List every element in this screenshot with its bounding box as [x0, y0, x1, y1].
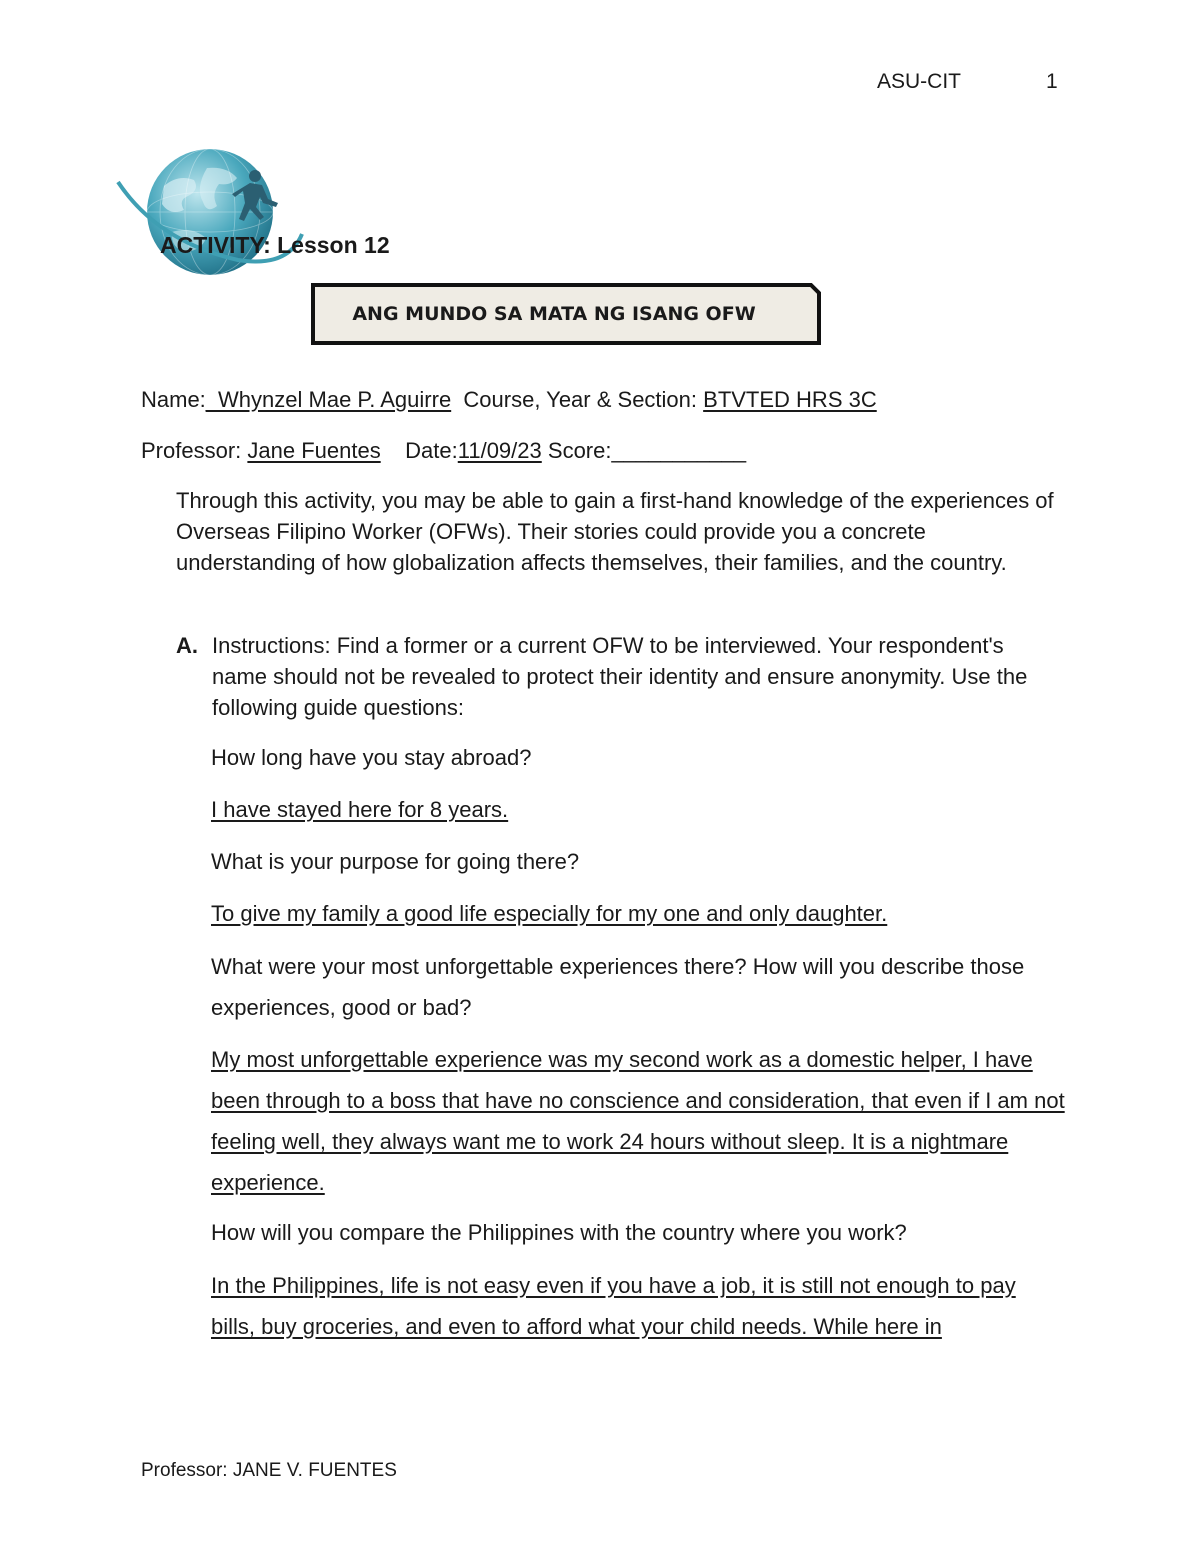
course-value: BTVTED HRS 3C	[703, 387, 877, 412]
instructions-text: Instructions: Find a former or a current OFW to be interviewed. Your respondent's name should not be revealed to protect their identity and ensure anonymity. Use the following guide questions:	[212, 633, 1028, 720]
name-value: _Whynzel Mae P. Aguirre	[205, 387, 452, 412]
score-value: ___________	[611, 438, 747, 463]
footer-professor: Professor: JANE V. FUENTES	[141, 1460, 397, 1481]
name-row	[141, 387, 877, 413]
answer-3: My most unforgettable experience was my second work as a domestic helper, I have been through to a boss that have no conscience and consideration, that even if I am not feeling well, they always want me to work 24 hours without sleep. It is a nightmare experience.	[211, 1047, 1065, 1195]
instructions-block	[176, 630, 1046, 723]
date-value: 11/09/23	[457, 438, 542, 463]
activity-title: ACTIVITY: Lesson 12	[160, 232, 390, 258]
answer-4: In the Philippines, life is not easy even if you have a job, it is still not enough to pay bills, buy groceries, and even to afford what your child needs. While here in	[211, 1273, 1016, 1339]
page-number: 1	[1046, 70, 1058, 93]
course-label: Course, Year & Section:	[463, 387, 698, 412]
intro-paragraph: Through this activity, you may be able to gain a first-hand knowledge of the experiences of Overseas Filipino Worker (OFWs). Their stories could provide you a concrete understanding of how globalization affects themselves, their families, and the country.	[176, 488, 1054, 575]
answer-1: I have stayed here for 8 years.	[211, 797, 509, 822]
answer-2: To give my family a good life especially for my one and only daughter.	[211, 901, 888, 926]
professor-label: Professor:	[141, 438, 242, 463]
date-label: Date:	[405, 438, 458, 463]
professor-value: Jane Fuentes	[247, 438, 381, 463]
question-2: What is your purpose for going there?	[211, 849, 580, 874]
instructions-letter: A.	[176, 633, 198, 658]
question-3: What were your most unforgettable experiences there? How will you describe those experiences, good or bad?	[211, 954, 1025, 1020]
title-box-text: ANG MUNDO SA MATA NG ISANG OFW	[352, 303, 756, 325]
question-4: How will you compare the Philippines with the country where you work?	[211, 1220, 907, 1245]
question-1: How long have you stay abroad?	[211, 745, 532, 770]
professor-row	[141, 438, 746, 464]
score-label: Score:	[547, 438, 612, 463]
name-label: Name:	[141, 387, 206, 412]
header-school: ASU-CIT	[877, 70, 961, 93]
